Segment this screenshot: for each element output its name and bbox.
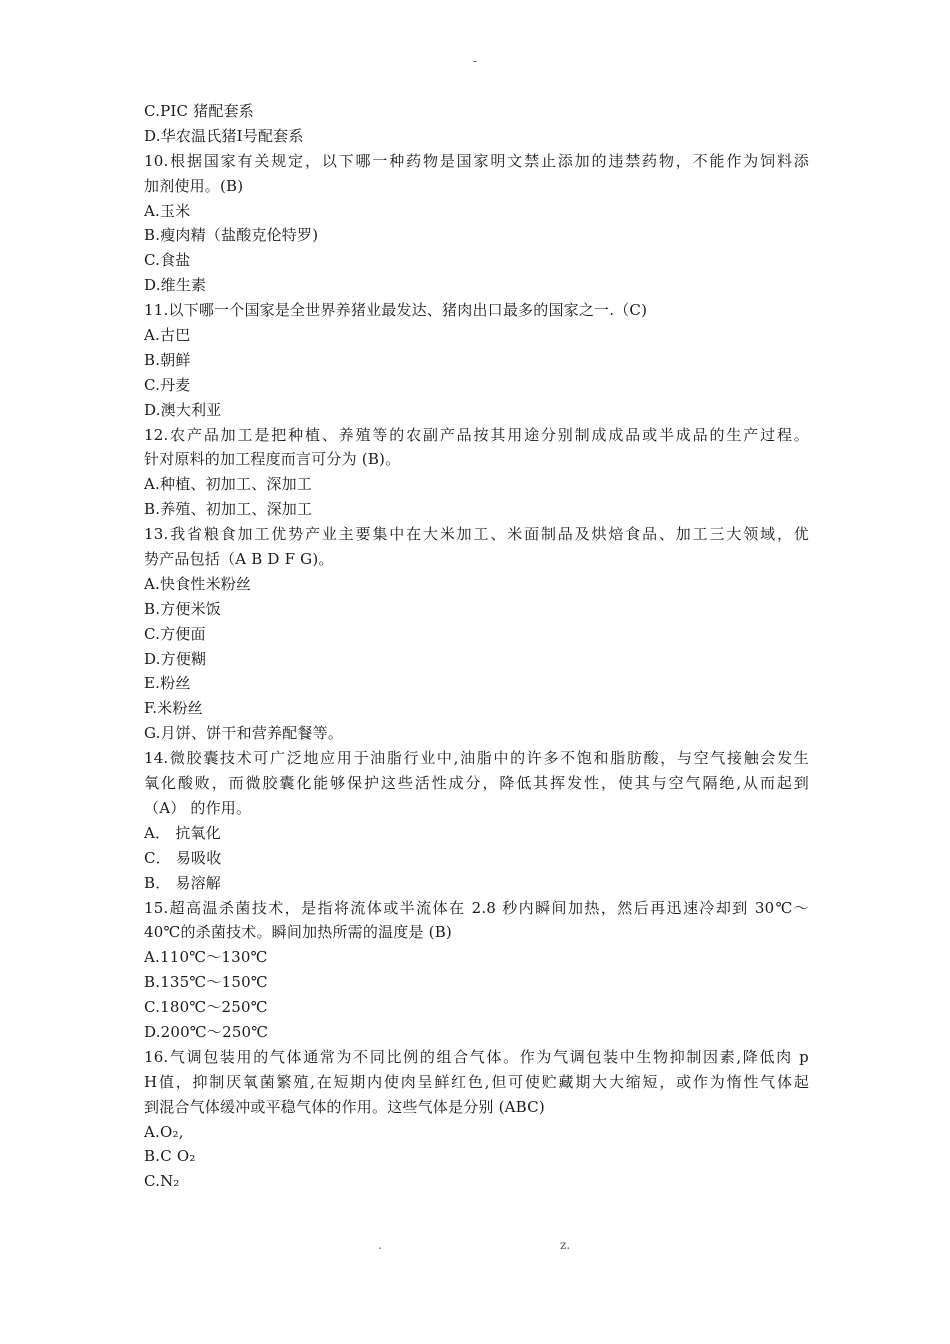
document-body bbox=[144, 99, 809, 1194]
text-line: C.方便面 bbox=[144, 624, 206, 643]
text-line: 13.我省粮食加工优势产业主要集中在大米加工、米面制品及烘焙食品、加工三大领域，优 bbox=[144, 525, 809, 544]
text-line: H值，抑制厌氧菌繁殖,在短期内使肉呈鲜红色,但可使贮藏期大大缩短，或作为惰性气体起 bbox=[144, 1072, 809, 1091]
text-line: 针对原料的加工程度而言可分为 (B)。 bbox=[144, 450, 401, 469]
text-line: 10.根据国家有关规定，以下哪一种药物是国家明文禁止添加的违禁药物，不能作为饲料添 bbox=[144, 151, 809, 170]
text-line: D.200℃～250℃ bbox=[144, 1022, 269, 1041]
header-mark: - bbox=[472, 54, 478, 68]
text-line: 14.微胶囊技术可广泛地应用于油脂行业中,油脂中的许多不饱和脂肪酸，与空气接触会发生 bbox=[144, 749, 809, 768]
text-line: G.月饼、饼干和营养配餐等。 bbox=[144, 724, 344, 743]
text-line: D.方便糊 bbox=[144, 649, 207, 668]
text-line: 加剂使用。(B) bbox=[144, 176, 244, 195]
text-line: A． 抗氧化 bbox=[144, 823, 221, 842]
text-line: B． 易溶解 bbox=[144, 873, 221, 892]
footer-mark-left: . bbox=[378, 1238, 382, 1252]
text-line: 势产品包括（A B D F G)。 bbox=[144, 550, 334, 569]
text-line: 15.超高温杀菌技术，是指将流体或半流体在 2.8 秒内瞬间加热，然后再迅速冷却到 30℃～ bbox=[144, 898, 809, 917]
text-line: C.PIC 猪配套系 bbox=[144, 102, 254, 120]
text-line: B.C O₂ bbox=[144, 1147, 196, 1166]
text-line: F.米粉丝 bbox=[144, 699, 203, 718]
text-line: C.N₂ bbox=[144, 1172, 180, 1191]
text-line: B.瘦肉精（盐酸克伦特罗) bbox=[144, 226, 319, 245]
text-line: C.食盐 bbox=[144, 251, 191, 270]
text-line: C.180℃～250℃ bbox=[144, 998, 268, 1017]
text-line: E.粉丝 bbox=[144, 674, 191, 693]
text-line: A.玉米 bbox=[144, 201, 191, 220]
text-line: B.朝鲜 bbox=[144, 350, 191, 369]
text-line: B.135℃～150℃ bbox=[144, 973, 268, 992]
text-line: 16.气调包装用的气体通常为不同比例的组合气体。作为气调包装中生物抑制因素,降低肉 p bbox=[144, 1047, 809, 1066]
text-line: A.种植、初加工、深加工 bbox=[144, 475, 313, 494]
text-line: D.华农温氏猪Ⅰ号配套系 bbox=[144, 126, 304, 145]
text-line: 12.农产品加工是把种植、养殖等的农副产品按其用途分别制成成品或半成品的生产过程。 bbox=[144, 425, 809, 444]
text-line: （A） 的作用。 bbox=[144, 798, 252, 817]
text-line: A.O₂, bbox=[144, 1122, 184, 1141]
text-line: D.澳大利亚 bbox=[144, 400, 222, 419]
text-line: D.维生素 bbox=[144, 276, 207, 295]
text-line: C． 易吸收 bbox=[144, 848, 222, 867]
text-line: A.快食性米粉丝 bbox=[144, 574, 252, 593]
text-line: 11.以下哪一个国家是全世界养猪业最发达、猪肉出口最多的国家之一.（C) bbox=[144, 301, 648, 320]
text-line: B.方便米饭 bbox=[144, 599, 221, 618]
footer-mark-right: z. bbox=[560, 1238, 571, 1252]
text-line: C.丹麦 bbox=[144, 375, 191, 394]
text-line: B.养殖、初加工、深加工 bbox=[144, 500, 313, 519]
text-line: 40℃的杀菌技术。瞬间加热所需的温度是 (B) bbox=[144, 923, 452, 942]
text-line: 氧化酸败，而微胶囊化能够保护这些活性成分，降低其挥发性，使其与空气隔绝,从而起到 bbox=[144, 774, 809, 793]
text-line: A.古巴 bbox=[144, 326, 191, 345]
text-line: 到混合气体缓冲或平稳气体的作用。这些气体是分别 (ABC) bbox=[144, 1097, 545, 1116]
text-line: A.110℃～130℃ bbox=[144, 948, 268, 967]
